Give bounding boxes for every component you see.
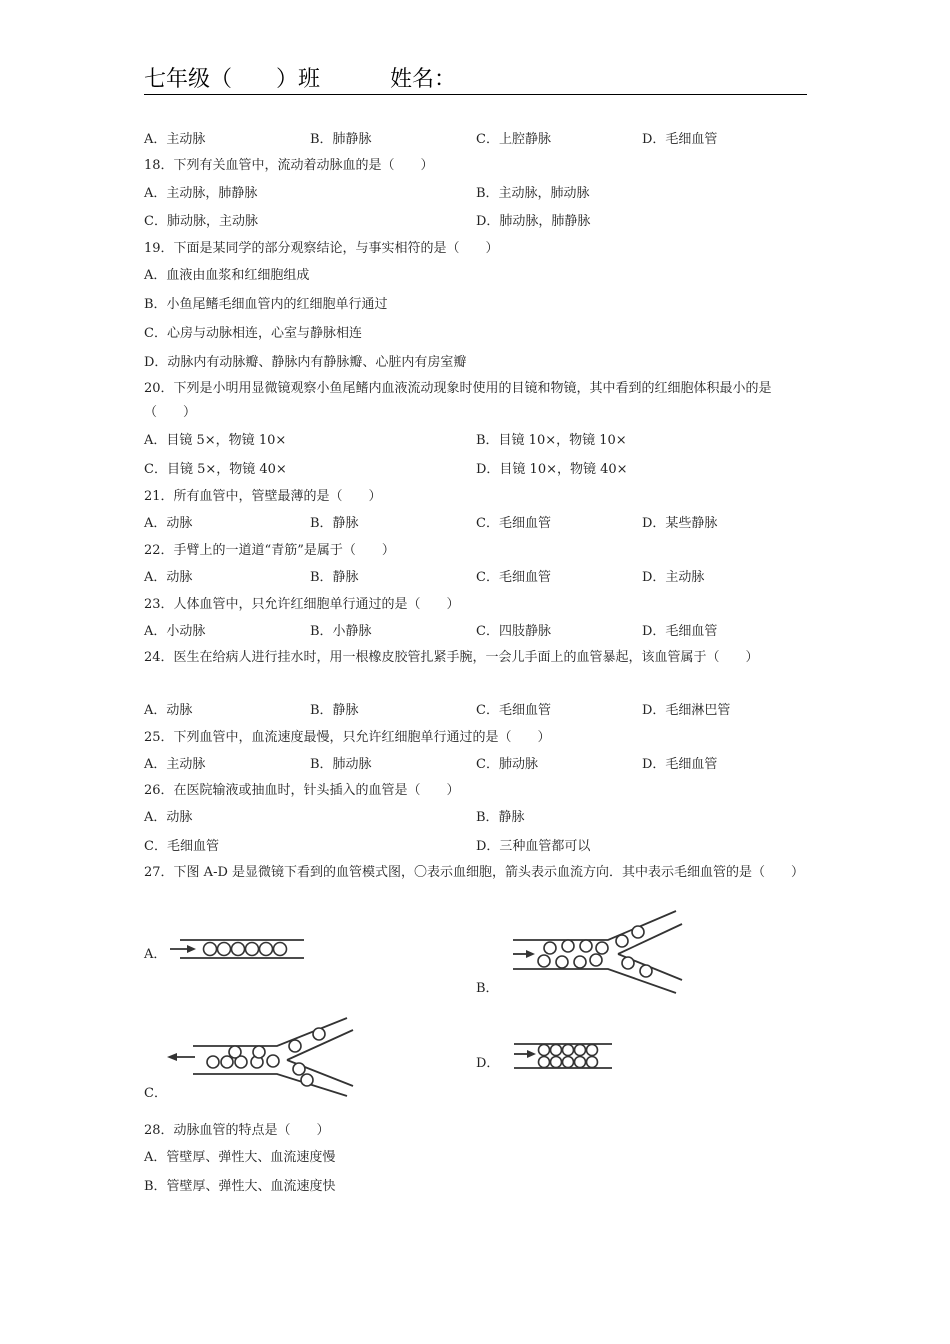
figure-b-label[interactable]: B．	[476, 981, 499, 996]
q21-option-d[interactable]: D．某些静脉	[642, 516, 718, 531]
class-label: 七年级（ ）班	[144, 67, 321, 92]
q26-option-a[interactable]: A．动脉	[144, 810, 193, 825]
q23-option-c[interactable]: C．四肢静脉	[476, 624, 551, 639]
q19-stem: 19．下面是某同学的部分观察结论，与事实相符的是（ ）	[144, 241, 499, 256]
figure-d-label[interactable]: D．	[476, 1056, 500, 1071]
q17-option-a[interactable]: A．主动脉	[144, 132, 206, 147]
q22-stem: 22．手臂上的一道道“青筋”是属于（ ）	[144, 543, 395, 558]
q18-option-a[interactable]: A．主动脉，肺静脉	[144, 186, 258, 201]
q19-option-b[interactable]: B．小鱼尾鳍毛细血管内的红细胞单行通过	[144, 297, 388, 312]
q25-stem: 25．下列血管中，血流速度最慢，只允许红细胞单行通过的是（ ）	[144, 730, 551, 745]
q25-option-b[interactable]: B．肺动脉	[310, 757, 372, 772]
figure-c-label[interactable]: C．	[144, 1086, 167, 1101]
q18-option-b[interactable]: B．主动脉，肺动脉	[476, 186, 590, 201]
q20-option-b[interactable]: B．目镜 10×，物镜 10×	[476, 433, 627, 448]
figure-d-vessel-diagram	[508, 1040, 618, 1072]
q17-option-d[interactable]: D．毛细血管	[642, 132, 718, 147]
q26-option-d[interactable]: D．三种血管都可以	[476, 839, 591, 854]
q22-option-b[interactable]: B．静脉	[310, 570, 359, 585]
q28-option-b[interactable]: B．管壁厚、弹性大、血流速度快	[144, 1179, 336, 1194]
q20-option-c[interactable]: C．目镜 5×，物镜 40×	[144, 462, 287, 477]
q19-option-c[interactable]: C．心房与动脉相连，心室与静脉相连	[144, 326, 362, 341]
q26-stem: 26．在医院输液或抽血时，针头插入的血管是（ ）	[144, 783, 460, 798]
q25-option-d[interactable]: D．毛细血管	[642, 757, 718, 772]
q23-option-a[interactable]: A．小动脉	[144, 624, 206, 639]
figure-c-vessel-diagram	[165, 1014, 360, 1102]
q23-option-d[interactable]: D．毛细血管	[642, 624, 718, 639]
q17-option-b[interactable]: B．肺静脉	[310, 132, 372, 147]
q20-option-d[interactable]: D．目镜 10×，物镜 40×	[476, 462, 628, 477]
q24-option-b[interactable]: B．静脉	[310, 703, 359, 718]
name-label: 姓名：	[390, 67, 457, 92]
q25-option-a[interactable]: A．主动脉	[144, 757, 206, 772]
q27-stem: 27．下图 A-D 是显微镜下看到的血管模式图，〇表示血细胞，箭头表示血流方向．其中表示毛细血管的是（ ）	[144, 865, 805, 880]
q20-option-a[interactable]: A．目镜 5×，物镜 10×	[144, 433, 287, 448]
q26-option-b[interactable]: B．静脉	[476, 810, 525, 825]
q24-option-d[interactable]: D．毛细淋巴管	[642, 703, 731, 718]
q22-option-d[interactable]: D．主动脉	[642, 570, 705, 585]
q20-stem: 20．下列是小明用显微镜观察小鱼尾鳍内血液流动现象时使用的目镜和物镜，其中看到的红细胞体积最小的是（ ）	[144, 381, 772, 420]
q18-stem: 18．下列有关血管中，流动着动脉血的是（ ）	[144, 158, 434, 173]
figure-a-label[interactable]: A．	[144, 947, 167, 962]
q19-option-d[interactable]: D．动脉内有动脉瓣、静脉内有静脉瓣、心脏内有房室瓣	[144, 355, 467, 370]
q24-option-c[interactable]: C．毛细血管	[476, 703, 551, 718]
q18-option-d[interactable]: D．肺动脉，肺静脉	[476, 214, 591, 229]
page-header	[144, 66, 807, 95]
figure-b-vessel-diagram	[510, 908, 685, 998]
q19-option-a[interactable]: A．血液由血浆和红细胞组成	[144, 268, 310, 283]
q24-stem: 24．医生在给病人进行挂水时，用一根橡皮胶管扎紧手腕，一会儿手面上的血管暴起，该血管属于（ ）	[144, 650, 759, 665]
q25-option-c[interactable]: C．肺动脉	[476, 757, 538, 772]
q23-stem: 23．人体血管中，只允许红细胞单行通过的是（ ）	[144, 597, 460, 612]
q22-option-c[interactable]: C．毛细血管	[476, 570, 551, 585]
q24-option-a[interactable]: A．动脉	[144, 703, 193, 718]
q21-option-b[interactable]: B．静脉	[310, 516, 359, 531]
q22-option-a[interactable]: A．动脉	[144, 570, 193, 585]
q17-option-c[interactable]: C．上腔静脉	[476, 132, 551, 147]
figure-a-vessel-diagram	[168, 934, 308, 964]
q18-option-c[interactable]: C．肺动脉，主动脉	[144, 214, 258, 229]
q28-stem: 28．动脉血管的特点是（ ）	[144, 1123, 330, 1138]
q23-option-b[interactable]: B．小静脉	[310, 624, 372, 639]
q28-option-a[interactable]: A．管壁厚、弹性大、血流速度慢	[144, 1150, 336, 1165]
q21-option-c[interactable]: C．毛细血管	[476, 516, 551, 531]
q21-option-a[interactable]: A．动脉	[144, 516, 193, 531]
q26-option-c[interactable]: C．毛细血管	[144, 839, 219, 854]
q21-stem: 21．所有血管中，管壁最薄的是（ ）	[144, 489, 382, 504]
